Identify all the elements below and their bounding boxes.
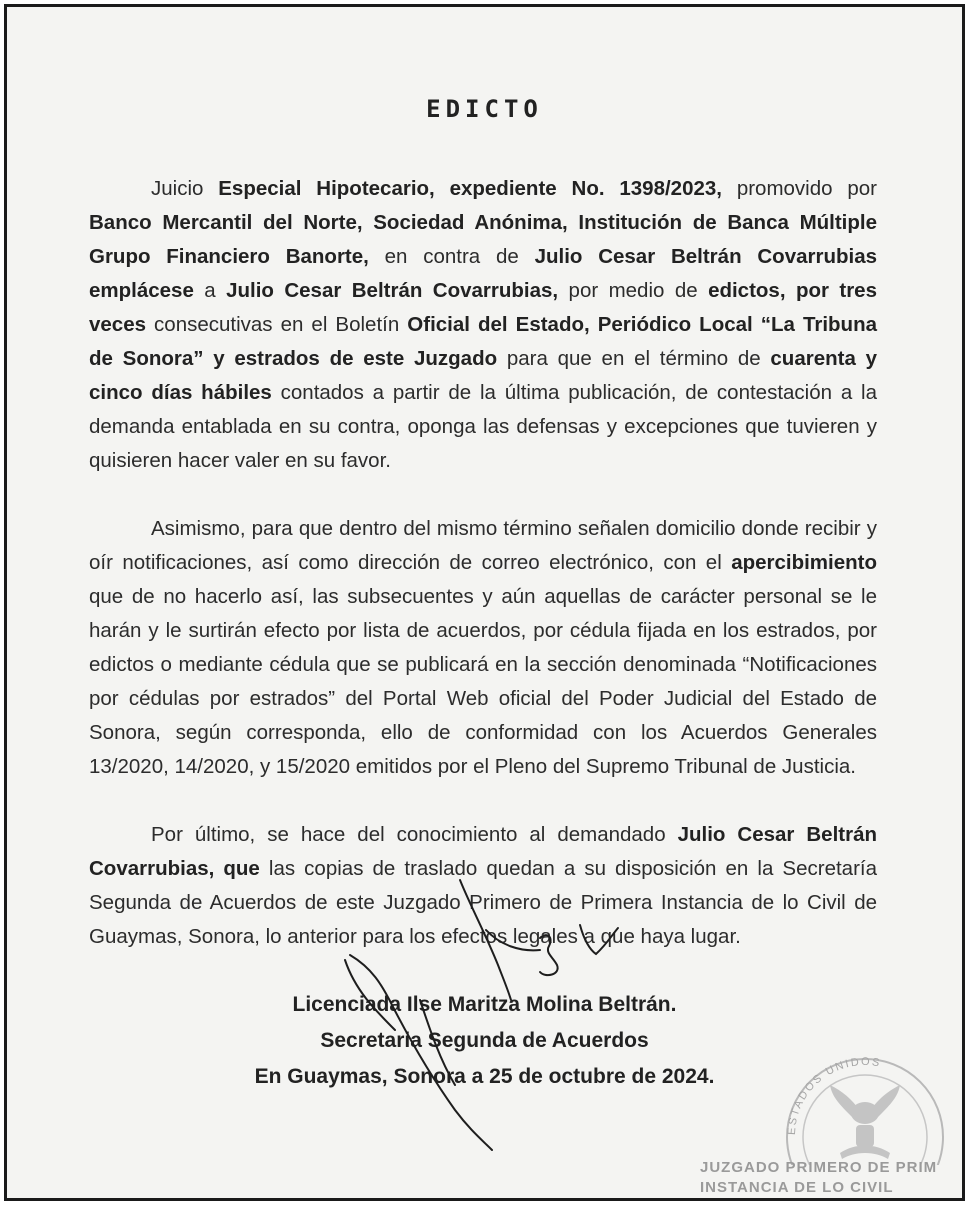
text-segment: a — [193, 279, 227, 302]
bold-text-segment: Banco Mercantil del Norte, Sociedad Anónima, Institución de Banca Múltiple Grupo Financiero Banorte, — [89, 211, 877, 268]
seal-text — [700, 1158, 969, 1198]
text-segment: por medio de — [558, 279, 709, 302]
text-segment: contados a partir de la última publicación, de contestación a la demanda entablada en su contra, oponga las defensas y excepciones que tuvieren y quisieren hacer valer en su favor. — [89, 381, 877, 472]
text-segment: para que en el término de — [497, 347, 771, 370]
bold-text-segment: edictos, por tres veces — [89, 279, 877, 336]
paragraph-2 — [89, 512, 877, 784]
text-segment: Juicio — [151, 177, 219, 200]
seal-ring-text: ESTADOS UNIDOS — [785, 1055, 883, 1136]
bold-text-segment: apercibimiento — [731, 551, 877, 574]
text-segment: promovido por — [721, 177, 878, 200]
document-body — [89, 172, 877, 988]
seal-text-line-1: JUZGADO PRIMERO DE PRIM — [700, 1159, 938, 1176]
bold-text-segment: Oficial del Estado, Periódico Local “La Tribuna de Sonora” y estrados de este Juzgado — [89, 313, 877, 370]
text-segment: consecutivas en el Boletín — [146, 313, 408, 336]
signer-role: Secretaria Segunda de Acuerdos — [320, 1029, 649, 1052]
text-segment: Asimismo, para que dentro del mismo término señalen domicilio donde recibir y oír notificaciones, así como dirección de correo electrónico, con el — [89, 517, 877, 574]
document-title: EDICTO — [426, 95, 543, 123]
bold-text-segment: cuarenta y cinco días hábiles — [89, 347, 877, 404]
paragraph-3 — [89, 818, 877, 954]
text-segment: las copias de traslado quedan a su disposición en la Secretaría Segunda de Acuerdos de este Juzgado Primero de Primera Instancia de lo Civil de Guaymas, Sonora, lo anterior para los efectos legales a que haya lugar. — [89, 857, 877, 948]
bold-text-segment: Especial Hipotecario, expediente No. 1398/2023, — [218, 177, 722, 200]
place-date: En Guaymas, Sonora a 25 de octubre de 2024. — [254, 1065, 715, 1088]
court-seal-icon — [770, 1025, 960, 1165]
bold-text-segment: Julio Cesar Beltrán Covarrubias, — [226, 279, 559, 302]
paragraph-1 — [89, 172, 877, 478]
text-segment: que de no hacerlo así, las subsecuentes y aún aquellas de carácter personal se le harán y le surtirán efecto por lista de acuerdos, por cédula fijada en los estrados, por edictos o mediante cédula que se publicará en la sección denominada “Notificaciones por cédulas por estrados” del Portal Web oficial del Poder Judicial del Estado de Sonora, según corresponda, ello de conformidad con los Acuerdos Generales 13/2020, 14/2020, y 15/2020 emitidos por el Pleno del Supremo Tribunal de Justicia. — [89, 585, 877, 778]
seal-text-line-2: INSTANCIA DE LO CIVIL — [700, 1179, 894, 1196]
bold-text-segment: Julio Cesar Beltrán Covarrubias emplácese — [89, 245, 877, 302]
text-segment: en contra de — [368, 245, 535, 268]
text-segment: Por último, se hace del conocimiento al demandado — [151, 823, 678, 846]
bold-text-segment: Julio Cesar Beltrán Covarrubias, que — [89, 823, 877, 880]
signer-name: Licenciada Ilse Maritza Molina Beltrán. — [292, 993, 677, 1016]
